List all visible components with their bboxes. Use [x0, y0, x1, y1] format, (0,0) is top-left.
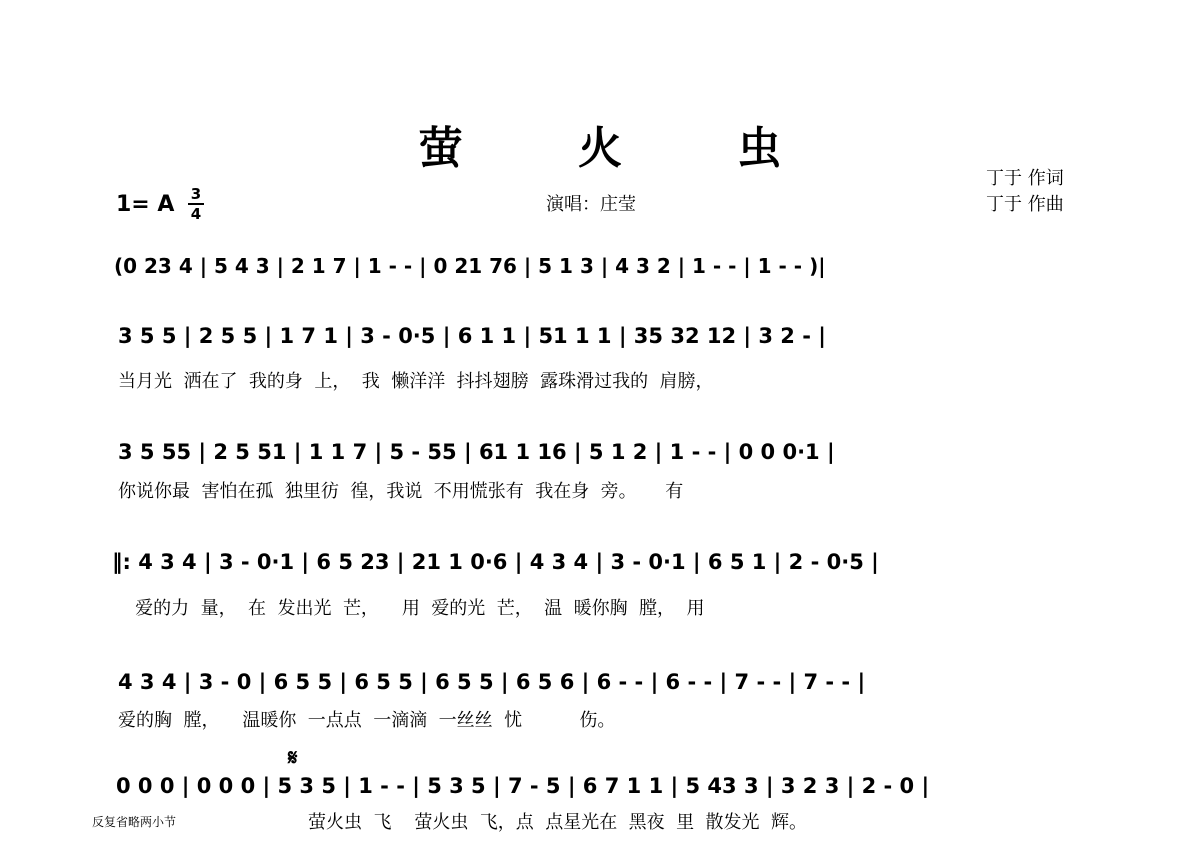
- score-row-5-notes: 4 3 4 | 3 - 0 | 6 5 5 | 6 5 5 | 6 5 5 | 6 5 6 | 6 - - | 6 - - | 7 - - | 7 - - |: [118, 670, 866, 694]
- score-row-6-notes: 0 0 0 | 0 0 0 | 5 3 5 | 1 - - | 5 3 5 | 7 - 5 | 6 7 1 1 | 5 43 3 | 3 2 3 | 2 - 0 |: [116, 774, 930, 798]
- score-row-2-notes: 3 5 5 | 2 5 5 | 1 7 1 | 3 - 0·5 | 6 1 1 | 51 1 1 | 35 32 12 | 3 2 - |: [118, 324, 826, 348]
- key-signature: 1= A: [116, 192, 175, 217]
- score-row-6-lyrics: 萤火虫 飞 萤火虫 飞，点 点星光在 黑夜 里 散发光 辉。: [308, 812, 807, 833]
- score-row-1-notes: (0 23 4 | 5 4 3 | 2 1 7 | 1 - - | 0 21 76 | 5 1 3 | 4 3 2 | 1 - - | 1 - - )|: [114, 254, 826, 278]
- score-row-5-lyrics: 爱的胸 膛， 温暖你 一点点 一滴滴 一丝丝 忧 伤。: [118, 710, 616, 731]
- time-signature: [188, 186, 204, 222]
- time-signature-bottom: 4: [190, 205, 202, 223]
- score-row-4-lyrics: 爱的力 量， 在 发出光 芒， 用 爱的光 芒， 温 暖你胸 膛， 用: [118, 598, 705, 619]
- time-signature-top: 3: [190, 185, 202, 203]
- score-row-3-lyrics: 你说你最 害怕在孤 独里彷 徨，我说 不用慌张有 我在身 旁。 有: [118, 481, 684, 502]
- repeat-footnote: 反复省略两小节: [92, 815, 177, 829]
- song-title: 萤 火 虫: [418, 123, 832, 174]
- score-row-4-notes: ‖: 4 3 4 | 3 - 0·1 | 6 5 23 | 21 1 0·6 | 4 3 4 | 3 - 0·1 | 6 5 1 | 2 - 0·5 |: [112, 550, 879, 574]
- singer-credit: 演唱：庄莹: [546, 194, 636, 215]
- composer-credit: 丁于 作曲: [986, 194, 1064, 215]
- score-row-2-lyrics: 当月光 洒在了 我的身 上， 我 懒洋洋 抖抖翅膀 露珠滑过我的 肩膀，: [118, 371, 714, 392]
- lyricist-credit: 丁于 作词: [986, 168, 1064, 189]
- segno-sign: 𝄋: [288, 746, 298, 771]
- score-row-3-notes: 3 5 55 | 2 5 51 | 1 1 7 | 5 - 55 | 61 1 16 | 5 1 2 | 1 - - | 0 0 0·1 |: [118, 440, 835, 464]
